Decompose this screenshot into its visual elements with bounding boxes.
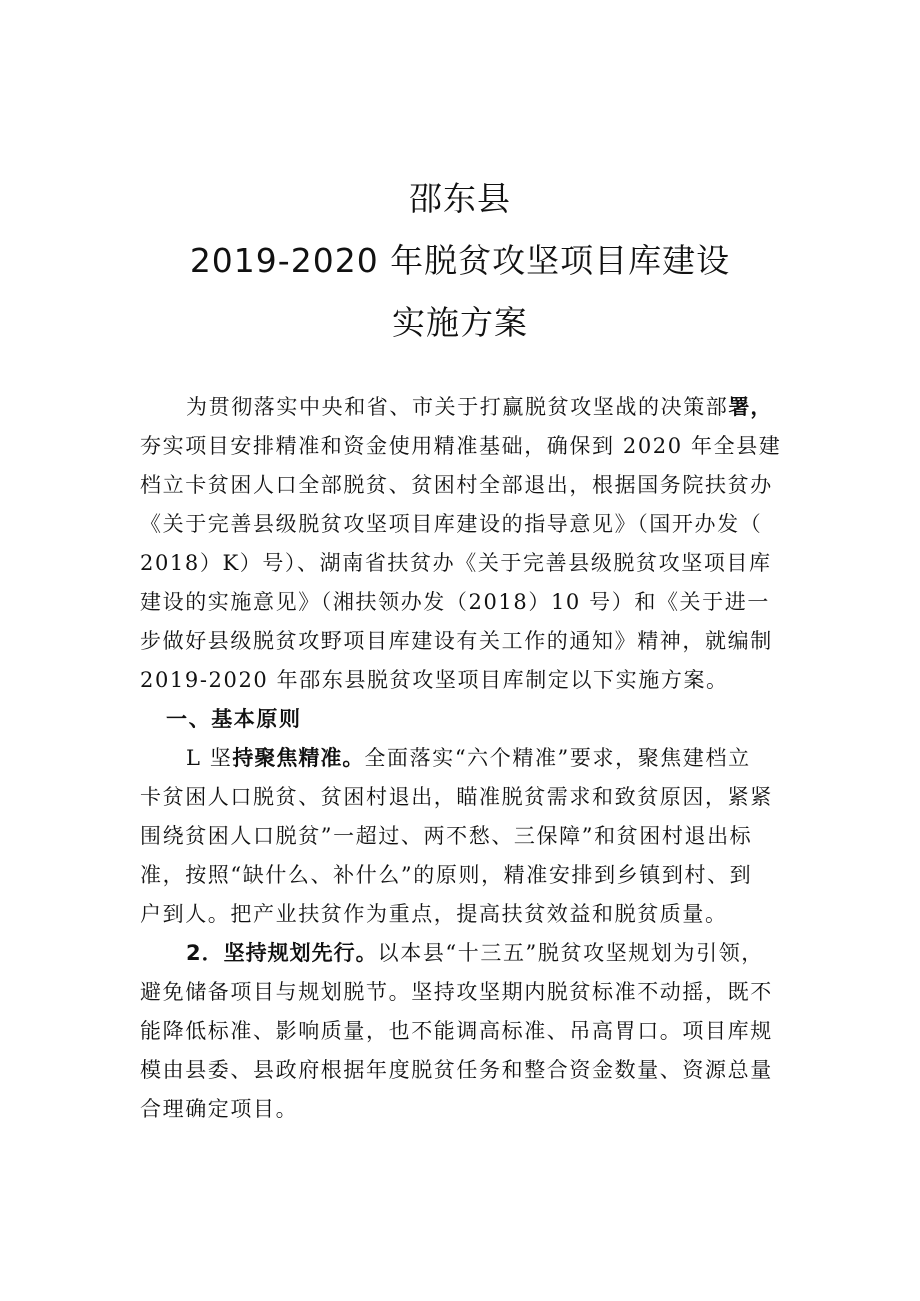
principle-1-title: 持聚焦精准。 bbox=[232, 746, 365, 770]
section-heading: 一、基本原则 bbox=[166, 707, 302, 731]
principle-2-line: 合理确定项目。 bbox=[140, 1097, 299, 1121]
principle-2-line: 避免储备项目与规划脱节。坚持攻坚期内脱贫标准不动摇，既不 bbox=[140, 980, 773, 1004]
intro-text-bold: 署， bbox=[728, 395, 773, 419]
principle-2-line: 能降低标准、影响质量，也不能调高标准、吊高胃口。项目库规 bbox=[140, 1019, 773, 1043]
principle-2-title: 2．坚持规划先行。 bbox=[186, 941, 378, 965]
intro-line: 夯实项目安排精准和资金使用精准基础，确保到 2020 年全县建 bbox=[140, 434, 782, 458]
principle-2-line: 模由县委、县政府根据年度脱贫任务和整合资金数量、资源总量 bbox=[140, 1058, 773, 1082]
principle-1-line: 准，按照“缺什么、补什么”的原则，精准安排到乡镇到村、到 bbox=[140, 863, 753, 887]
principle-1-line bbox=[140, 739, 788, 778]
principle-1-text: 全面落实“六个精准”要求，聚焦建档立 bbox=[364, 746, 751, 770]
principle-1-line: 卡贫困人口脱贫、贫困村退出，瞄准脱贫需求和致贫原因，紧紧 bbox=[140, 785, 773, 809]
principle-1-line: 户到人。把产业扶贫作为重点，提高扶贫效益和脱贫质量。 bbox=[140, 902, 728, 926]
principle-2-line bbox=[140, 934, 788, 973]
document-body bbox=[140, 388, 788, 1129]
principle-1-prefix: L 坚 bbox=[186, 746, 233, 770]
intro-line bbox=[140, 388, 788, 427]
intro-line: 建设的实施意见》（湘扶领办发（2018）10 号）和《关于进一 bbox=[140, 590, 770, 614]
principle-2-text: 以本县“十三五”脱贫攻坚规划为引领， bbox=[377, 941, 764, 965]
intro-line: 2019-2020 年邵东县脱贫攻坚项目库制定以下实施方案。 bbox=[140, 668, 729, 692]
title-line-subject: 2019-2020 年脱贫攻坚项目库建设 bbox=[189, 241, 731, 280]
document-title bbox=[0, 168, 920, 354]
title-line-county: 邵东县 bbox=[409, 179, 511, 218]
intro-line: 步做好县级脱贫攻野项目库建设有关工作的通知》精神，就编制 bbox=[140, 629, 773, 653]
intro-line: 《关于完善县级脱贫攻坚项目库建设的指导意见》（国开办发（ bbox=[140, 512, 763, 536]
intro-line: 2018）K）号）、湖南省扶贫办《关于完善县级脱贫攻坚项目库 bbox=[140, 551, 772, 575]
intro-text: 为贯彻落实中央和省、市关于打赢脱贫攻坚战的决策部 bbox=[186, 395, 729, 419]
intro-line: 档立卡贫困人口全部脱贫、贫困村全部退出，根据国务院扶贫办 bbox=[140, 473, 773, 497]
title-line-plan: 实施方案 bbox=[392, 303, 528, 342]
principle-1-line: 围绕贫困人口脱贫”一超过、两不愁、三保障”和贫困村退出标 bbox=[140, 824, 753, 848]
